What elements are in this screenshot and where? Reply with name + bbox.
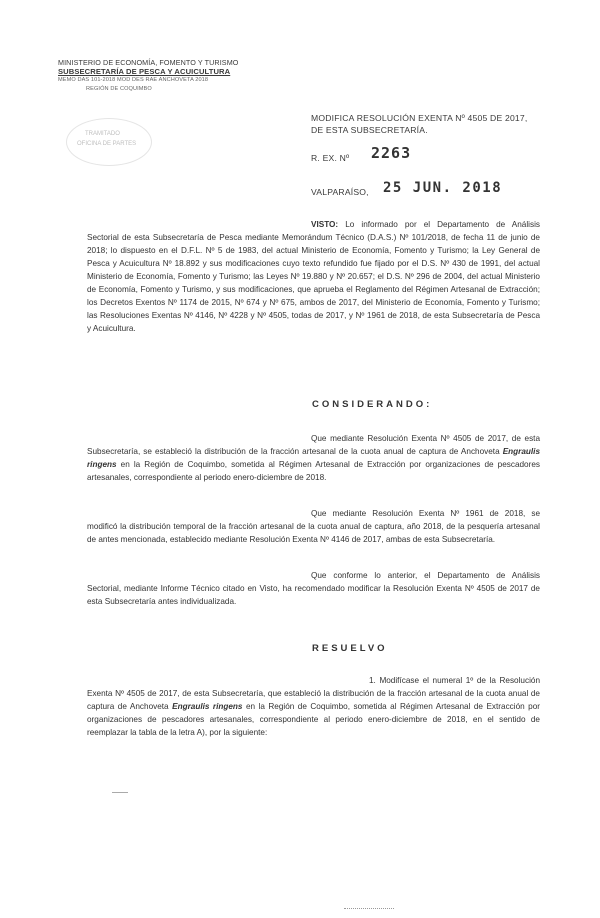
subject-line-2: DE ESTA SUBSECRETARÍA. — [311, 125, 428, 135]
resolution-number-label: R. EX. Nº — [311, 153, 350, 163]
considerando-paragraph-2: Que mediante Resolución Exenta Nº 1961 de 2018, se modificó la distribución temporal de la fracción artesanal de la cuota anual de captura, año 2018, de la pesquería artesanal de antes mencionada, establecido mediante Resolución Exenta Nº 4146 de 2017, ambas de esta Subsecretaría. — [87, 509, 540, 544]
resuelvo-heading: RESUELVO — [312, 643, 388, 654]
resuelvo-paragraph-1 — [87, 674, 540, 739]
considerando-1-text-b: en la Región de Coquimbo, sometida al Régimen Artesanal de Extracción por organizaciones de pescadores artesanales, correspondiente al periodo enero-diciembre de 2018. — [87, 460, 540, 482]
considerando-heading: CONSIDERANDO: — [312, 399, 433, 410]
region-reference: REGIÓN DE COQUIMBO — [86, 86, 152, 92]
considerando-paragraph-1 — [87, 432, 540, 484]
margin-mark — [112, 792, 128, 793]
considerando-1-text-a: Que mediante Resolución Exenta Nº 4505 de 2017, de esta Subsecretaría, se estableció la distribución de la fracción artesanal de la cuota anual de captura de Anchoveta — [87, 434, 540, 456]
species-name: Engraulis ringens — [87, 447, 540, 469]
resolution-date: 25 JUN. 2018 — [383, 180, 503, 196]
memo-reference: MEMO DAS 101-2018 MOD DES RAE ANCHOVETA 2018 — [58, 77, 209, 83]
visto-label: VISTO: — [311, 220, 339, 229]
ministry-header — [58, 58, 288, 94]
subject-line-1: MODIFICA RESOLUCIÓN EXENTA Nº 4505 DE 2017, — [311, 113, 528, 123]
visto-text: Lo informado por el Departamento de Análisis Sectorial de esta Subsecretaría de Pesca mediante Memorándum Técnico (D.A.S.) Nº 101/2018, de fecha 11 de junio de 2018; lo dispuesto en el D.F.L. Nº 5 de 1983, del actual Ministerio de Economía, Fomento y Turismo; la Ley General de Pesca y Acuicultura Nº 18.892 y sus modificaciones cuyo texto refundido fue fijado por el D.S. Nº 430 de 1991, del actual Ministerio de Economía, Fomento y Turismo; las Leyes Nº 19.880 y Nº 20.657; el D.S. Nº 296 de 2004, del actual Ministerio de Economía, Fomento y Turismo, y sus modificaciones, que aprueba el Reglamento del Régimen Artesanal de Extracción; los Decretos Exentos Nº 1174 de 2015, Nº 674 y Nº 675, ambos de 2017, del Ministerio de Economía, Fomento y Turismo; las Resoluciones Exentas Nº 4146, Nº 4228 y Nº 4505, todas de 2017, y Nº 1961 de 2018, de esta Subsecretaría de Pesca y Acuicultura. — [87, 220, 540, 333]
resuelvo-number: 1. — [369, 676, 376, 685]
resuelvo-1-text-a: Modifícase el numeral 1º de la Resolución Exenta Nº 4505 de 2017, de esta Subsecretaría, que estableció la distribución de la fracción artesanal de la cuota anual de captura de Anchoveta — [87, 676, 540, 711]
visto-paragraph — [87, 218, 540, 335]
species-name: Engraulis ringens — [172, 702, 243, 711]
resuelvo-1-text-b: en la Región de Coquimbo, sometida al Régimen Artesanal de Extracción por organizaciones de pescadores artesanales, correspondiente al periodo enero-diciembre de 2018, en el sentido de reemplazar la tabla de la letra A), por la siguiente: — [87, 702, 540, 737]
subsecretaria-name: SUBSECRETARÍA DE PESCA Y ACUICULTURA — [58, 67, 231, 76]
office-stamp — [66, 118, 152, 166]
stamp-text-1: TRAMITADO — [85, 131, 120, 137]
ministry-name: MINISTERIO DE ECONOMÍA, FOMENTO Y TURISMO — [58, 58, 239, 67]
considerando-paragraph-3: Que conforme lo anterior, el Departamento de Análisis Sectorial, mediante Informe Técnico citado en Visto, ha recomendado modificar la Resolución Exenta Nº 4505 de 2017 de esta Subsecretaría antes individualizada. — [87, 571, 540, 606]
city-label: VALPARAÍSO, — [311, 187, 369, 197]
resolution-subject — [311, 112, 551, 136]
stamp-text-2: OFICINA DE PARTES — [77, 141, 137, 147]
footer-mark — [344, 908, 394, 909]
resolution-number: 2263 — [371, 144, 412, 162]
